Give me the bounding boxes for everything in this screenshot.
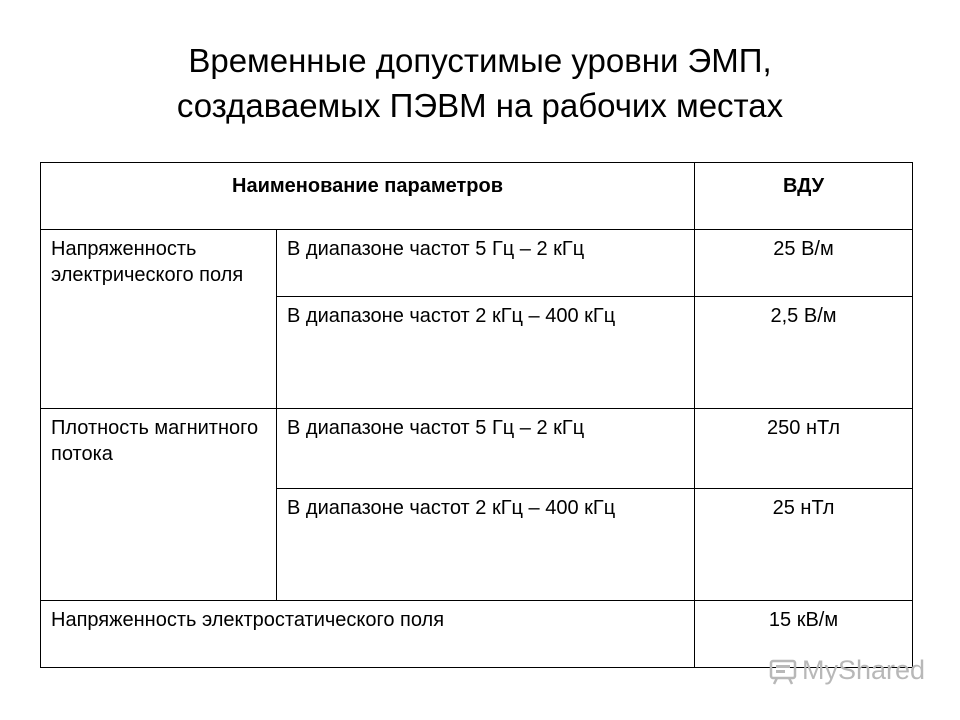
header-parameters: Наименование параметров (41, 163, 695, 230)
emf-levels-table (40, 162, 913, 668)
value-magnetic-2: 25 нТл (695, 489, 913, 601)
watermark-text: MyShared (802, 655, 926, 685)
presentation-board-icon (768, 656, 798, 686)
param-magnetic-flux: Плотность магнитного потока (41, 409, 277, 601)
param-electrostatic-field: Напряженность электростатического поля (41, 601, 695, 668)
range-magnetic-1: В диапазоне частот 5 Гц – 2 кГц (277, 409, 695, 489)
table-header-row (41, 163, 913, 230)
range-electric-2: В диапазоне частот 2 кГц – 400 кГц (277, 297, 695, 409)
value-electric-1: 25 В/м (695, 230, 913, 297)
range-magnetic-2: В диапазоне частот 2 кГц – 400 кГц (277, 489, 695, 601)
slide-title-line-1: Временные допустимые уровни ЭМП, (188, 42, 772, 79)
slide-title-line-2: создаваемых ПЭВМ на рабочих местах (176, 87, 784, 124)
slide-title (0, 38, 960, 128)
header-vdu: ВДУ (695, 163, 913, 230)
value-electrostatic: 15 кВ/м (695, 601, 913, 668)
range-electric-1: В диапазоне частот 5 Гц – 2 кГц (277, 230, 695, 297)
param-electric-field: Напряженность электрического поля (41, 230, 277, 409)
value-magnetic-1: 250 нТл (695, 409, 913, 489)
table-row (41, 409, 913, 489)
table-row (41, 230, 913, 297)
watermark (768, 655, 925, 686)
value-electric-2: 2,5 В/м (695, 297, 913, 409)
